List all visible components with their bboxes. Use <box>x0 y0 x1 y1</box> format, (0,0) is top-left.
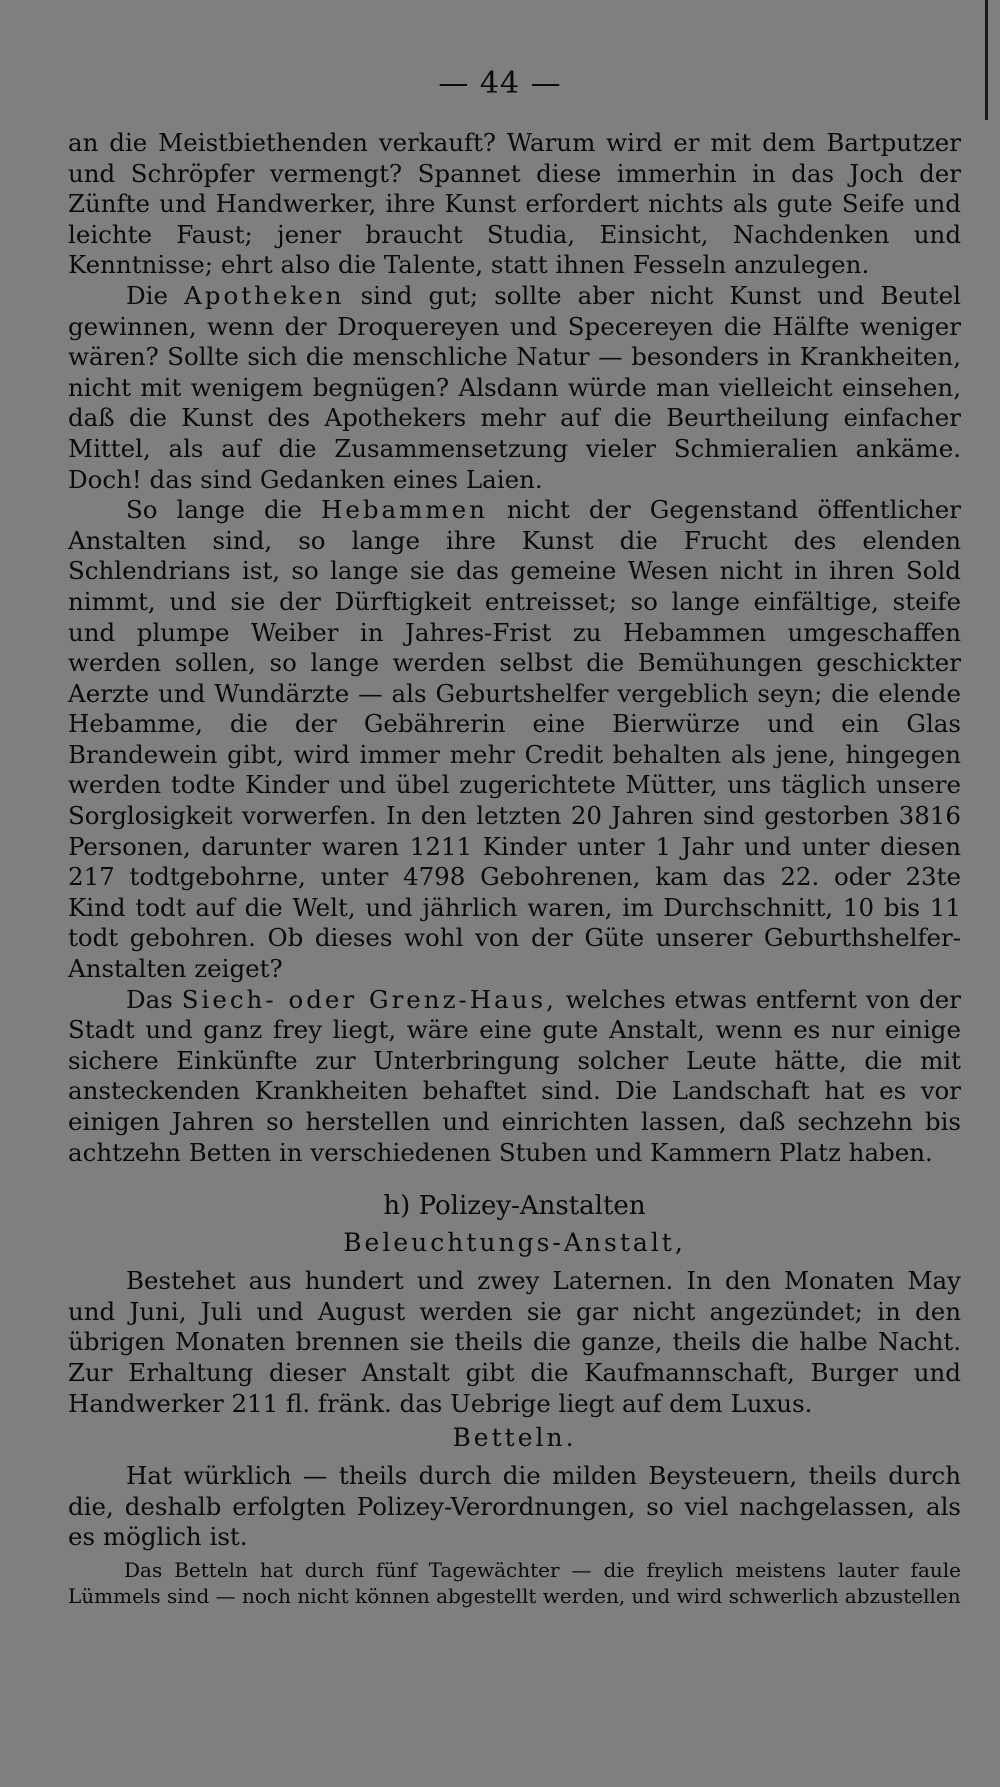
paragraph-midwives <box>68 495 961 985</box>
footnote-betteln: Das Betteln hat durch fünf Tagewächter — die freylich meistens lauter faule Lümmels sind — noch nicht können abgestellt werden, und wird schwerlich abzustellen <box>68 1557 961 1608</box>
paragraph-barbers: an die Meistbiethenden verkauft? Warum wird er mit dem Bartputzer und Schröpfer vermengt? Spannet diese immerhin in das Joch der Zünfte und Handwerker, ihre Kunst erfordert nichts als gute Seife und leichte Faust; jener braucht Studia, Einsicht, Nachdenken und Kenntnisse; ehrt also die Talente, statt ihnen Fesseln anzulegen. <box>68 128 961 280</box>
paragraph-sick-house <box>68 985 961 1169</box>
spaced-term-siech-haus: Siech- oder Grenz-Haus, <box>181 984 557 1014</box>
section-heading-polizey: h) Polizey-Anstalten <box>383 1191 646 1222</box>
subheading-beleuchtung: Beleuchtungs-Anstalt, <box>343 1228 686 1258</box>
paragraph-text: welches etwas entfernt von der Stadt und ganz frey liegt, wäre eine gute Anstalt, wenn es nur einige sichere Einkünfte zur Unterbringung solcher Leute hätte, die mit ansteckenden Krankheiten behaftet sind. Die Landschaft hat es vor einigen Jahren so herstellen und einrichten lassen, daß sechzehn bis achtzehn Betten in verschiedenen Stuben und Kammern Platz haben. <box>68 984 961 1167</box>
spaced-term-hebammen: Hebammen <box>321 495 488 525</box>
paragraph-apothecaries <box>68 281 961 495</box>
page-edge-line <box>985 0 988 120</box>
paragraph-beleuchtung: Bestehet aus hundert und zwey Laternen. In den Monaten May und Juni, Juli und August werden sie gar nicht angezündet; in den übrigen Monaten brennen sie theils die ganze, theils die halbe Nacht. Zur Erhaltung dieser Anstalt gibt die Kaufmannschaft, Burger und Handwerker 211 fl. fränk. das Uebrige liegt auf dem Luxus. <box>68 1266 961 1418</box>
paragraph-text: nicht der Gegenstand öffentlicher Anstalten sind, so lange ihre Kunst die Frucht des elenden Schlendrians ist, so lange sie das gemeine Wesen nicht in ihren Sold nimmt, und sie der Dürftigkeit entreisset; so lange einfältige, steife und plumpe Weiber in Jahres-Frist zu Hebammen umgeschaffen werden sollen, so lange werden selbst die Bemühungen geschickter Aerzte und Wundärzte — als Geburtshelfer vergeblich seyn; die elende Hebamme, die der Gebährerin eine Bierwürze und ein Glas Brandewein gibt, wird immer mehr Credit behalten als jene, hingegen werden todte Kinder und übel zugerichtete Mütter, uns täglich unsere Sorglosigkeit vorwerfen. In den letzten 20 Jahren sind gestorben 3816 Personen, darunter waren 1211 Kinder unter 1 Jahr und unter diesen 217 todtgebohrne, unter 4798 Gebohrenen, kam das 22. oder 23te Kind todt auf die Welt, und jährlich waren, im Durchschnitt, 10 bis 11 todt gebohren. Ob dieses wohl von der Güte unserer Geburthshelfer-Anstalten zeiget? <box>68 495 961 984</box>
paragraph-lead: Das <box>126 984 173 1014</box>
paragraph-betteln: Hat würklich — theils durch die milden Beysteuern, theils durch die, deshalb erfolgten Polizey-Verordnungen, so viel nachgelassen, als es möglich ist. <box>68 1461 961 1552</box>
spaced-term-apotheken: Apotheken <box>184 280 345 310</box>
page-body <box>68 128 961 1609</box>
paragraph-lead: Die <box>126 280 168 310</box>
subheading-betteln: Betteln. <box>452 1423 577 1453</box>
paragraph-text: sind gut; sollte aber nicht Kunst und Beutel gewinnen, wenn der Droquereyen und Specereyen die Hälfte weniger wären? Sollte sich die menschliche Natur — besonders in Krankheiten, nicht mit wenigem begnügen? Alsdann würde man vielleicht einsehen, daß die Kunst des Apothekers mehr auf die Beurtheilung einfacher Mittel, als auf die Zusammensetzung vieler Schmieralien ankäme. Doch! das sind Gedanken eines Laien. <box>68 280 961 494</box>
paragraph-lead: So lange die <box>126 495 302 525</box>
page-number: — 44 — <box>438 66 562 101</box>
